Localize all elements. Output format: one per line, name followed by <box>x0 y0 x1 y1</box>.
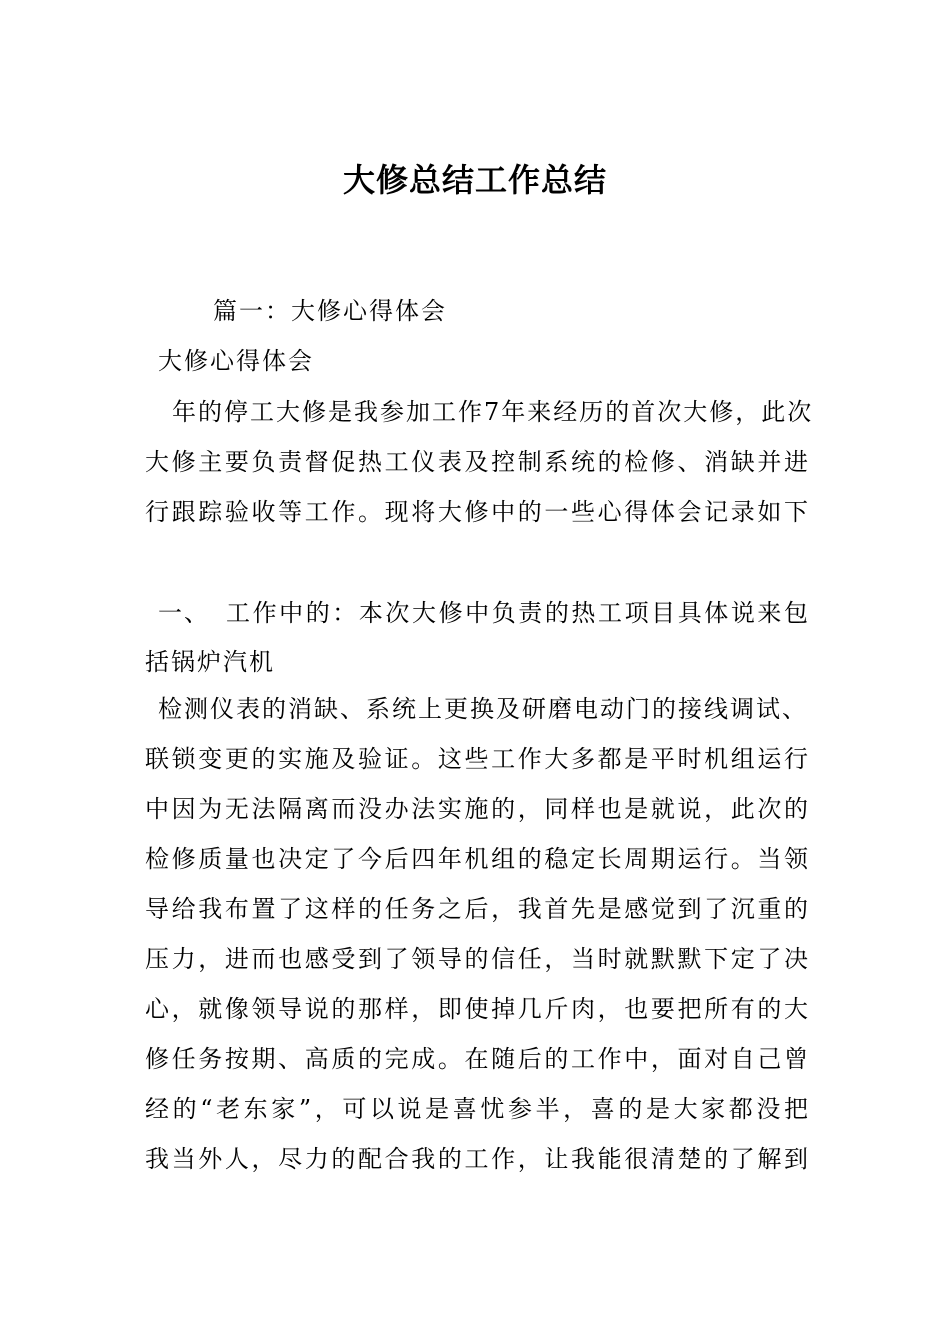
intro-line-3: 行跟踪验收等工作。现将大修中的一些心得体会记录如下 <box>145 498 810 526</box>
body-line-2: 联锁变更的实施及验证。这些工作大多都是平时机组运行 <box>145 745 810 773</box>
point-one-line-2: 括锅炉汽机 <box>145 648 275 676</box>
body-line-4: 检修质量也决定了今后四年机组的稳定长周期运行。当领 <box>145 845 810 873</box>
section-heading: 篇一：大修心得体会 <box>213 297 447 325</box>
intro-line-2: 大修主要负责督促热工仪表及控制系统的检修、消缺并进 <box>145 448 810 476</box>
point-one-line-1: 工作中的：本次大修中负责的热工项目具体说来包 <box>226 599 810 627</box>
body-line-10: 我当外人，尽力的配合我的工作，让我能很清楚的了解到 <box>145 1145 810 1173</box>
body-line-6: 压力，进而也感受到了领导的信任，当时就默默下定了决 <box>145 945 810 973</box>
subheading: 大修心得体会 <box>158 347 314 375</box>
point-one-number: 一、 <box>158 599 210 627</box>
body-line-9: 经的“老东家”，可以说是喜忧参半，喜的是大家都没把 <box>145 1095 810 1123</box>
body-line-8: 修任务按期、高质的完成。在随后的工作中，面对自己曾 <box>145 1045 810 1073</box>
intro-line-1: 年的停工大修是我参加工作7年来经历的首次大修，此次 <box>172 398 814 426</box>
body-line-1: 检测仪表的消缺、系统上更换及研磨电动门的接线调试、 <box>158 695 808 723</box>
document-title: 大修总结工作总结 <box>342 161 607 199</box>
body-line-3: 中因为无法隔离而没办法实施的，同样也是就说，此次的 <box>145 795 810 823</box>
body-line-7: 心，就像领导说的那样，即使掉几斤肉，也要把所有的大 <box>145 995 810 1023</box>
body-line-5: 导给我布置了这样的任务之后，我首先是感觉到了沉重的 <box>145 895 810 923</box>
